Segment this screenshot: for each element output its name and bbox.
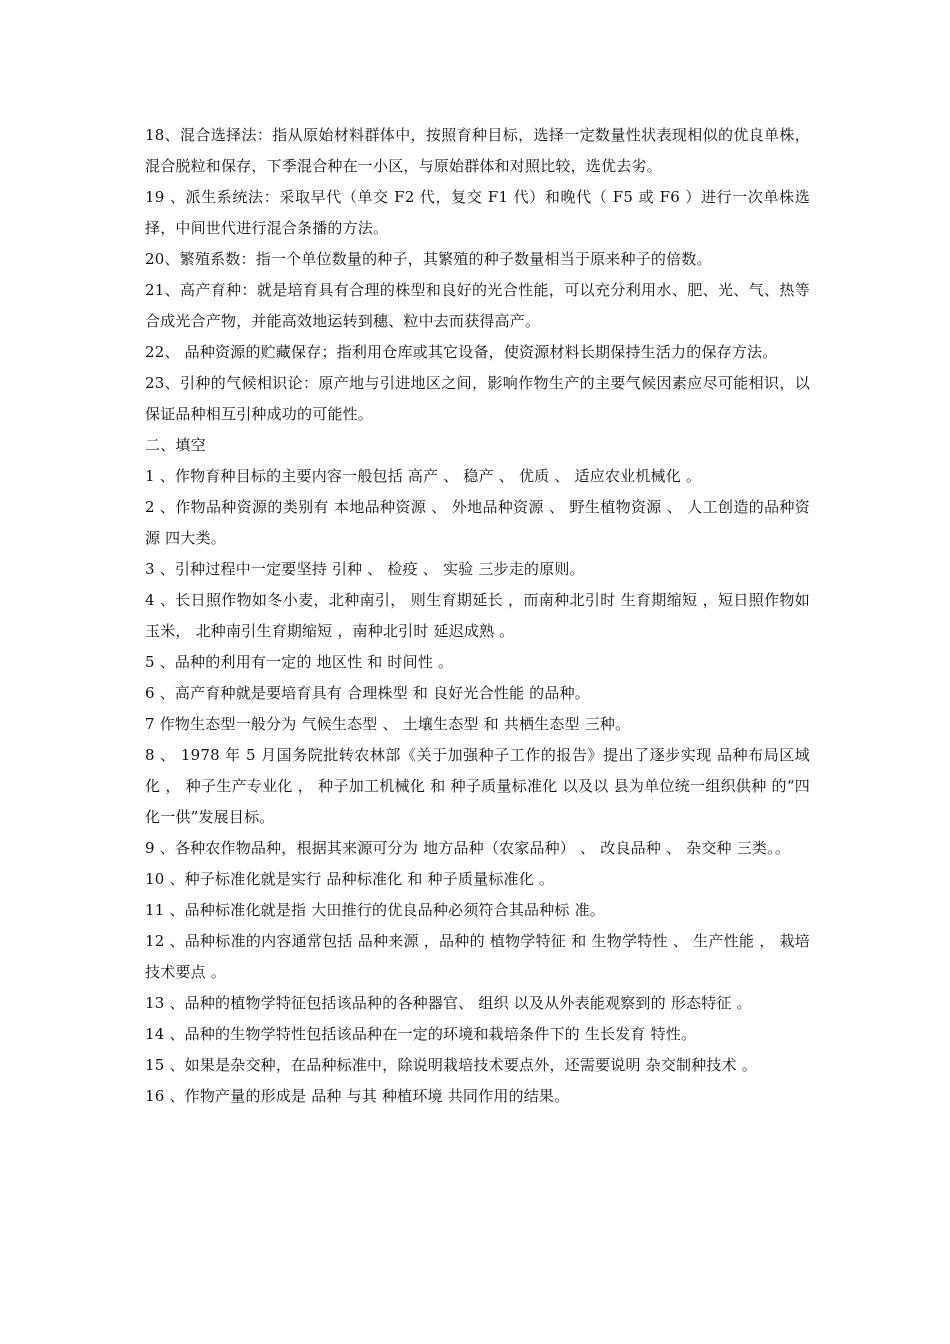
fill-blank-1: 1 、作物育种目标的主要内容一般包括 高产 、 稳产 、 优质 、 适应农业机械化 。 (145, 467, 702, 485)
definition-21: 21、高产育种：就是培育具有合理的株型和良好的光合性能，可以充分利用水、肥、光、气、热等合成光合产物，并能高效地运转到穗、粒中去而获得高产。 (145, 281, 810, 330)
fill-blank-2: 2 、作物品种资源的类别有 本地品种资源 、 外地品种资源 、 野生植物资源 、 人工创造的品种资源 四大类。 (145, 498, 810, 547)
fill-blank-15: 15 、如果是杂交种，在品种标准中，除说明栽培技术要点外，还需要说明 杂交制种技术 。 (145, 1056, 757, 1074)
definition-19: 19 、派生系统法：采取早代（单交 F2 代，复交 F1 代）和晚代（ F5 或 F6 ）进行一次单株选择，中间世代进行混合条播的方法。 (145, 188, 810, 237)
definition-23: 23、引种的气候相识论：原产地与引进地区之间，影响作物生产的主要气候因素应尽可能相识，以保证品种相互引种成功的可能性。 (145, 374, 810, 423)
fill-blank-10: 10 、种子标准化就是实行 品种标准化 和 种子质量标准化 。 (145, 870, 555, 888)
fill-blank-11: 11 、品种标准化就是指 大田推行的优良品种必须符合其品种标 准。 (145, 901, 605, 919)
fill-blank-5: 5 、品种的利用有一定的 地区性 和 时间性 。 (145, 653, 454, 671)
fill-blank-3: 3 、引种过程中一定要坚持 引种 、 检疫 、 实验 三步走的原则。 (145, 560, 585, 578)
fill-blank-14: 14 、品种的生物学特性包括该品种在一定的环境和栽培条件下的 生长发育 特性。 (145, 1025, 697, 1043)
fill-blank-16: 16 、作物产量的形成是 品种 与其 种植环境 共同作用的结果。 (145, 1087, 570, 1105)
fill-blank-6: 6 、高产育种就是要培育具有 合理株型 和 良好光合性能 的品种。 (145, 684, 590, 702)
fill-blank-7: 7 作物生态型一般分为 气候生态型 、 土壤生态型 和 共栖生态型 三种。 (145, 715, 631, 733)
section-heading: 二、填空 (145, 436, 206, 454)
definition-20: 20、繁殖系数：指一个单位数量的种子，其繁殖的种子数量相当于原来种子的倍数。 (145, 250, 712, 268)
fill-blank-12: 12 、品种标准的内容通常包括 品种来源 ，品种的 植物学特征 和 生物学特性 、 生产性能 ， 栽培技术要点 。 (145, 932, 810, 981)
fill-blank-8: 8 、 1978 年 5 月国务院批转农林部《关于加强种子工作的报告》提出了逐步实现 品种布局区域化 ， 种子生产专业化 ， 种子加工机械化 和 种子质量标准化 以及以 县为单位统一组织供种 的“四化一供”发展目标。 (145, 746, 810, 826)
fill-blank-9: 9 、各种农作物品种，根据其来源可分为 地方品种（农家品种） 、 改良品种 、 杂交种 三类。。 (145, 839, 791, 857)
definition-18: 18、混合选择法：指从原始材料群体中，按照育种目标，选择一定数量性状表现相似的优良单株，混合脱粒和保存，下季混合种在一小区，与原始群体和对照比较，选优去劣。 (145, 126, 810, 175)
fill-blank-13: 13 、品种的植物学特征包括该品种的各种器官、 组织 以及从外表能观察到的 形态特征 。 (145, 994, 752, 1012)
definition-22: 22、 品种资源的贮藏保存；指利用仓库或其它设备，使资源材料长期保持生活力的保存方法。 (145, 343, 778, 361)
document-page (145, 120, 810, 1112)
fill-blank-4: 4 、长日照作物如冬小麦，北种南引， 则生育期延长 ，而南种北引时 生育期缩短 ，短日照作物如玉米， 北种南引生育期缩短 ，南种北引时 延迟成熟 。 (145, 591, 810, 640)
